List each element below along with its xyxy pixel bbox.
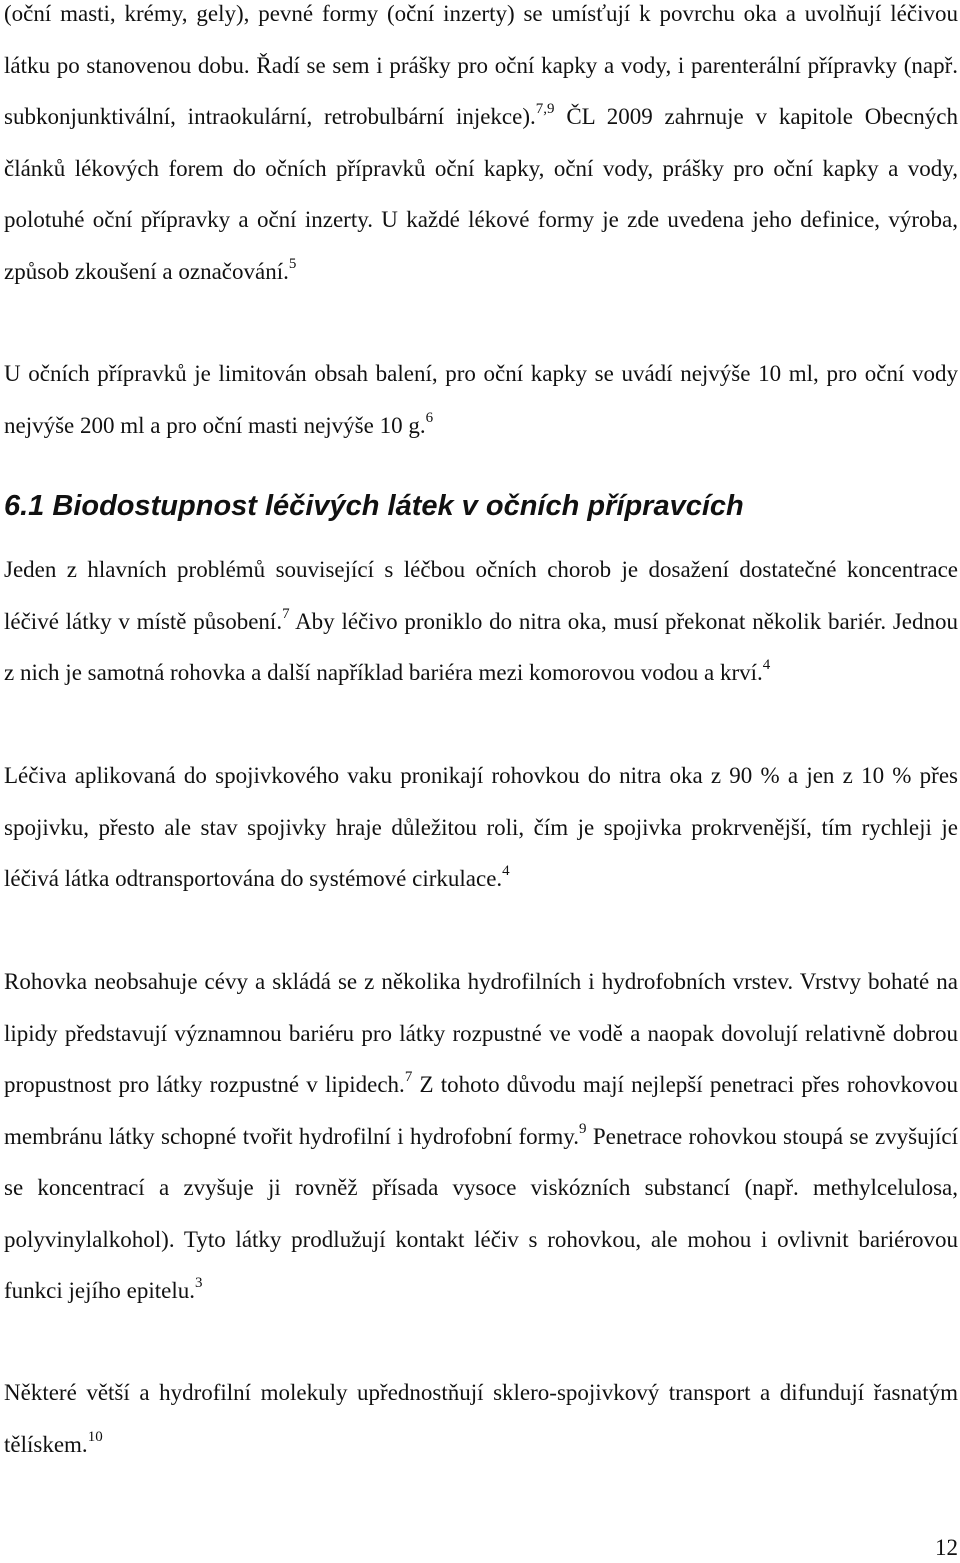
paragraph-text: Některé větší a hydrofilní molekuly upřednostňují sklero-spojivkový transport a difundují řasnatým tělískem.: [4, 1380, 958, 1457]
reference-superscript: 9: [578, 1120, 587, 1137]
paragraph-sclera-transport: [4, 1367, 958, 1470]
section-heading: 6.1 Biodostupnost léčivých látek v očních přípravcích: [4, 490, 744, 522]
paragraph-text: Rohovka neobsahuje cévy a skládá se z několika hydrofilních i hydrofobních vrstev. Vrstvy bohaté na lipidy představují významnou bariéru pro látky rozpustné ve vodě a naopak dovolují relativně dobrou propustnost pro látky rozpustné v lipidech.: [4, 969, 958, 1097]
paragraph-text: Penetrace rohovkou stoupá se zvyšující se koncentrací a zvyšuje ji rovněž přísada vysoce viskózních substancí (např. methylcelulosa, polyvinylalkohol). Tyto látky prodlužují kontakt léčiv s rohovkou, ale mohou i ovlivnit bariérovou funkci jejího epitelu.: [4, 1123, 958, 1303]
reference-superscript: 7: [282, 605, 290, 622]
paragraph-cornea: [4, 956, 958, 1317]
reference-superscript: 6: [425, 409, 434, 426]
paragraph-bioavailability: [4, 544, 958, 699]
reference-superscript: 5: [288, 255, 297, 272]
paragraph-text: ČL 2009 zahrnuje v kapitole Obecných článků lékových forem do očních přípravků oční kapky, oční vody, prášky pro oční kapky a vody, polotuhé oční přípravky a oční inzerty. U každé lékové formy je zde uvedena jeho definice, výroba, způsob zkoušení a označování.: [4, 104, 958, 284]
reference-superscript: 7,9: [535, 101, 555, 118]
paragraph-text: U očních přípravků je limitován obsah balení, pro oční kapky se uvádí nejvýše 10 ml, pro oční vody nejvýše 200 ml a pro oční masti nejvýše 10 g.: [4, 361, 958, 438]
paragraph-conjunctiva: [4, 750, 958, 905]
reference-superscript: 10: [87, 1428, 103, 1445]
paragraph-text: Léčiva aplikovaná do spojivkového vaku pronikají rohovkou do nitra oka z 90 % a jen z 10 % přes spojivku, přesto ale stav spojivky hraje důležitou roli, čím je spojivka prokrvenější, tím rychleji je léčivá látka odtransportována do systémové cirkulace.: [4, 763, 958, 891]
reference-superscript: 3: [194, 1275, 203, 1292]
paragraph-text: Z tohoto důvodu mají nejlepší penetraci přes rohovkovou membránu látky schopné tvořit hydrofilní i hydrofobní formy.: [4, 1072, 959, 1149]
paragraph-text: (oční masti, krémy, gely), pevné formy (oční inzerty) se umísťují k povrchu oka a uvolňují léčivou látku po stanovenou dobu. Řadí se sem i prášky pro oční kapky a vody, i parenterální přípravky (např. subkonjunktivální, intraokulární, retrobulbární injekce).: [4, 1, 958, 129]
reference-superscript: 4: [762, 657, 771, 674]
paragraph-text: Aby léčivo proniklo do nitra oka, musí překonat několik bariér. Jednou z nich je samotná rohovka a další například bariéra mezi komorovou vodou a krví.: [4, 608, 958, 685]
page-number: 12: [935, 1535, 958, 1560]
paragraph-text: Jeden z hlavních problémů související s léčbou očních chorob je dosažení dostatečné koncentrace léčivé látky v místě působení.: [4, 557, 958, 634]
paragraph-ocular-forms: [4, 0, 958, 297]
reference-superscript: 7: [404, 1069, 413, 1086]
paragraph-package-limits: [4, 348, 958, 451]
reference-superscript: 4: [502, 863, 510, 880]
